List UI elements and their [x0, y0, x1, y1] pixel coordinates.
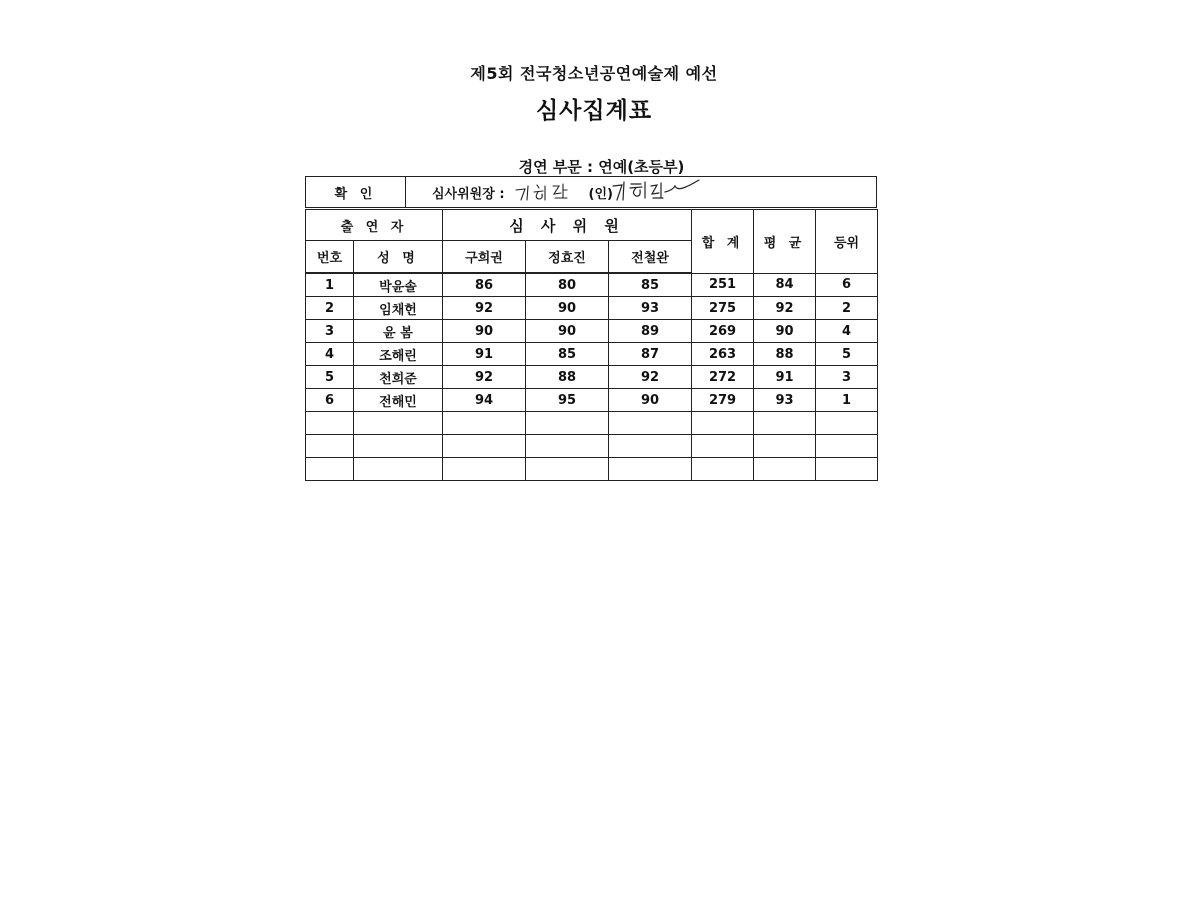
empty-cell [816, 435, 878, 458]
empty-cell [816, 412, 878, 435]
chair-label: 심사위원장 : [432, 186, 505, 202]
empty-cell [306, 435, 354, 458]
judge-name: 전철완 [609, 241, 692, 274]
performer-name-cell: 윤 봄 [354, 320, 443, 343]
empty-cell [692, 435, 754, 458]
judge1-score-cell: 86 [443, 273, 526, 297]
average-score-cell: 93 [754, 389, 816, 412]
judge2-score-cell: 90 [526, 320, 609, 343]
performer-name-cell: 임채헌 [354, 297, 443, 320]
judge2-score-cell: 88 [526, 366, 609, 389]
row-number-cell: 2 [306, 297, 354, 320]
empty-cell [609, 412, 692, 435]
judge2-score-cell: 95 [526, 389, 609, 412]
empty-cell [306, 458, 354, 481]
confirmation-box [305, 176, 877, 208]
empty-cell [609, 458, 692, 481]
table-row [306, 297, 878, 320]
table-row [306, 389, 878, 412]
table-row [306, 273, 878, 297]
empty-cell [754, 435, 816, 458]
average-score-cell: 92 [754, 297, 816, 320]
empty-cell [443, 435, 526, 458]
empty-table-row [306, 458, 878, 481]
page-subtitle: 제5회 전국청소년공연예술제 예선 [470, 64, 718, 83]
row-number-cell: 5 [306, 366, 354, 389]
empty-cell [443, 458, 526, 481]
no-header: 번호 [306, 241, 354, 274]
total-score-cell: 251 [692, 273, 754, 297]
score-table [305, 209, 878, 481]
judge3-score-cell: 89 [609, 320, 692, 343]
rank-cell: 2 [816, 297, 878, 320]
empty-table-row [306, 412, 878, 435]
judge1-score-cell: 92 [443, 297, 526, 320]
total-score-cell: 272 [692, 366, 754, 389]
division-label: 경연 부문 : 연예(초등부) [518, 158, 685, 176]
average-score-cell: 91 [754, 366, 816, 389]
empty-cell [754, 458, 816, 481]
judge-name: 정효진 [526, 241, 609, 274]
judge1-score-cell: 90 [443, 320, 526, 343]
performer-name-cell: 조해린 [354, 343, 443, 366]
row-number-cell: 3 [306, 320, 354, 343]
empty-cell [354, 458, 443, 481]
row-number-cell: 4 [306, 343, 354, 366]
confirm-label: 확 인 [306, 177, 406, 207]
average-score-cell: 90 [754, 320, 816, 343]
judge3-score-cell: 87 [609, 343, 692, 366]
judge3-score-cell: 85 [609, 273, 692, 297]
rank-cell: 1 [816, 389, 878, 412]
row-number-cell: 6 [306, 389, 354, 412]
chair-handwritten-name [513, 180, 577, 204]
empty-cell [354, 435, 443, 458]
performer-name-cell: 박윤솔 [354, 273, 443, 297]
performer-name-cell: 천희준 [354, 366, 443, 389]
rank-cell: 4 [816, 320, 878, 343]
judge2-score-cell: 85 [526, 343, 609, 366]
rank-header: 등위 [816, 210, 878, 274]
empty-cell [354, 412, 443, 435]
judge2-score-cell: 80 [526, 273, 609, 297]
judge-name: 구희권 [443, 241, 526, 274]
judge3-score-cell: 93 [609, 297, 692, 320]
judge1-score-cell: 92 [443, 366, 526, 389]
rank-cell: 3 [816, 366, 878, 389]
empty-cell [526, 412, 609, 435]
empty-cell [692, 458, 754, 481]
chair-signature [611, 178, 701, 206]
rank-cell: 6 [816, 273, 878, 297]
score-table-body [306, 273, 878, 481]
name-header: 성 명 [354, 241, 443, 274]
page-title: 심사집계표 [535, 98, 653, 124]
performer-name-cell: 전해민 [354, 389, 443, 412]
performer-header: 출 연 자 [306, 210, 443, 241]
judge3-score-cell: 92 [609, 366, 692, 389]
table-row [306, 343, 878, 366]
total-score-cell: 269 [692, 320, 754, 343]
judge2-score-cell: 90 [526, 297, 609, 320]
empty-cell [609, 435, 692, 458]
empty-cell [306, 412, 354, 435]
table-row [306, 320, 878, 343]
empty-cell [816, 458, 878, 481]
judge1-score-cell: 94 [443, 389, 526, 412]
table-row [306, 366, 878, 389]
empty-cell [526, 435, 609, 458]
empty-table-row [306, 435, 878, 458]
seal-label: (인) [588, 186, 613, 202]
empty-cell [692, 412, 754, 435]
rank-cell: 5 [816, 343, 878, 366]
average-score-cell: 88 [754, 343, 816, 366]
empty-cell [443, 412, 526, 435]
row-number-cell: 1 [306, 273, 354, 297]
total-score-cell: 279 [692, 389, 754, 412]
total-score-cell: 275 [692, 297, 754, 320]
empty-cell [526, 458, 609, 481]
average-score-cell: 84 [754, 273, 816, 297]
judge1-score-cell: 91 [443, 343, 526, 366]
judges-header: 심 사 위 원 [443, 210, 692, 241]
average-header: 평 균 [754, 210, 816, 274]
empty-cell [754, 412, 816, 435]
total-score-cell: 263 [692, 343, 754, 366]
total-header: 합 계 [692, 210, 754, 274]
judge3-score-cell: 90 [609, 389, 692, 412]
